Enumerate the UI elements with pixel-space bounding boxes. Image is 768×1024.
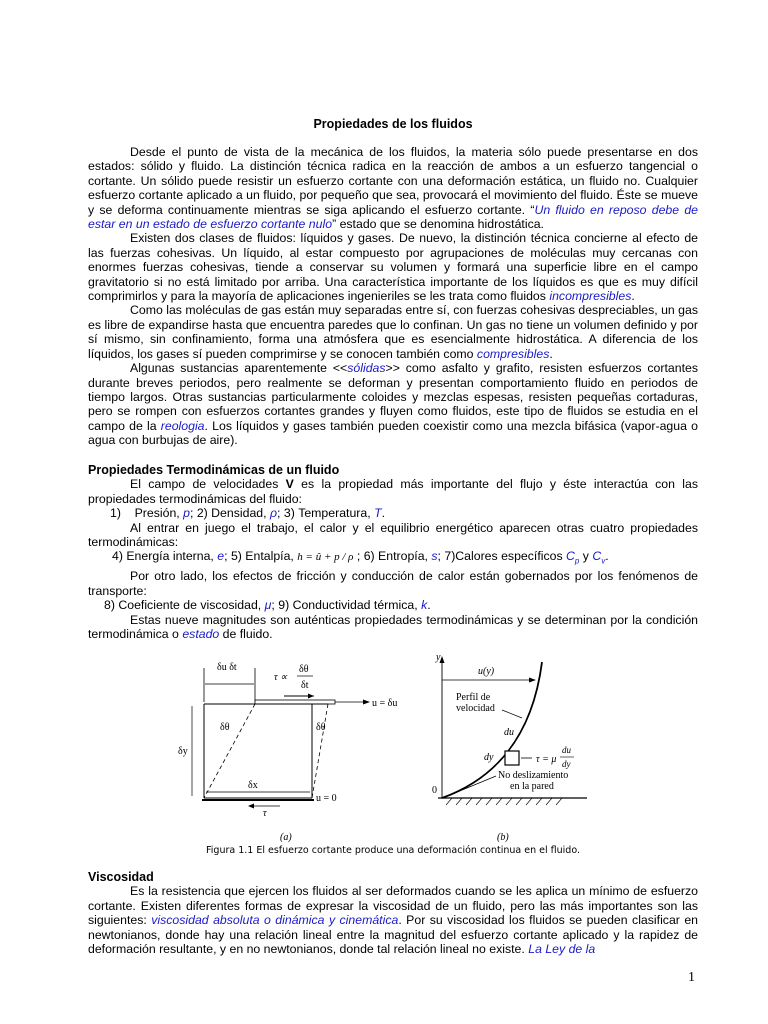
emphasis-link[interactable]: μ [264,598,272,613]
arrow-head [308,694,314,699]
emphasis-link[interactable]: Un fluido en reposo debe de estar en un estado de esfuerzo cortante nulo [88,202,698,232]
subscript: v [601,556,606,566]
label-u-du: u = δu [372,698,398,709]
subscript: p [574,556,580,566]
figure-caption: Figura 1.1 El esfuerzo cortante produce una deformación continua en el fluido. [206,845,580,856]
emphasis-link[interactable]: ρ [269,506,278,521]
label-tau: τ [263,808,267,819]
paragraph-rheology [88,361,698,447]
label-du-frac: du [562,745,571,755]
text: . Por su viscosidad los fluidos se pueden clasificar en newtonianos, donde hay una relación lineal entre la magnitud del esfuerzo cortante aplicado y la rapidez de deformación resultante, y en no newtonianos, donde tal relación lineal no existe. [88,913,698,957]
label-tau-eq: τ = μ [536,754,557,765]
text: ; 6) Entropía, [353,549,432,564]
emphasis-link[interactable]: p [183,506,190,521]
text: ; 7)Calores específicos [437,549,567,564]
label-du: du [504,727,514,738]
emphasis-link[interactable]: sólidas [347,361,386,376]
label-dtheta-left: δθ [220,722,230,733]
shear-figure [112,650,607,846]
text: Estas nueve magnitudes son auténticas propiedades termodinámicas y se determinan por la condición termodinámica o [88,612,698,641]
label-dtheta: δθ [299,664,309,675]
emphasis-link[interactable]: estado [182,626,220,641]
emphasis-link[interactable]: incompresibles [549,289,632,304]
list-number: 1) [110,506,121,521]
label-b: (b) [497,832,509,843]
label-u0: u = 0 [316,793,337,804]
enthalpy-formula: h = û + p / ρ [297,551,354,564]
arrow-head [248,804,254,809]
emphasis-link[interactable] [592,549,606,566]
section-thermo [88,463,698,641]
text: . [427,598,431,613]
label-no-deslizamiento: No deslizamiento [498,770,569,781]
text: C [592,549,602,564]
section-viscosity [88,870,698,956]
text: y [579,549,593,564]
text: ; 9) Conductividad térmica, [271,598,422,613]
text: Desde el punto de vista de la mecánica de los fluidos, la materia sólo puede presentarse en dos estados: sólido y fluido. La distinción técnica radica en la reacción de ambos a un esfuerzo tangencial o cortante. Un sólido puede resistir un esfuerzo cortante con una deformación estática, un fluido no. Cualquier esfuerzo cortante aplicado a un fluido, por pequeño que sea, provocará el movimiento del fluido. Éste se mueve y se deforma continuamente mientras se siga aplicando el esfuerzo cortante. “ [88,145,698,217]
label-du-dt: δu δt [217,662,237,673]
label-dy-b: dy [484,752,494,763]
paragraph-state [88,613,698,642]
list-item [88,598,698,612]
label-dtheta-right: δθ [316,722,326,733]
paragraph-intro [88,145,698,231]
moving-plate [255,700,335,704]
emphasis-link[interactable]: k [421,598,428,613]
arrow-head [363,700,370,705]
emphasis-link[interactable]: La Ley de la [528,942,596,957]
paragraph-velocity [88,477,698,506]
paragraph-viscosity [88,884,698,956]
text: Presión, [134,506,184,521]
label-dx: δx [248,780,258,791]
emphasis-link[interactable]: viscosidad absoluta o dinámica y cinemática [151,913,399,928]
text: 8) Coeficiente de viscosidad, [104,598,265,613]
text: Es la resistencia que ejercen los fluidos al ser deformados cuando se les aplica un mínimo de esfuerzo cortante. Existen diferentes formas de expresar la viscosidad de un fluido, pero las más importantes son las siguientes: [88,884,698,928]
fluid-element [505,751,519,765]
emphasis-link[interactable]: T [374,506,382,521]
text: >> como asfalto y grafito, resisten esfuerzos cortantes durante breves periodos, pero realmente se deforman y presentan comportamiento fluido en periodos de tiempo largos. Otras sustancias particularmente coloides y mezclas espesas, resisten pequeñas cortaduras, pero se rompen con esfuerzos cortantes grandes y fluyen como fluidos, este tipo de fluidos se estudia en el campo de la [88,361,698,433]
label-tau-prop: τ ∝ [274,672,288,683]
section-heading: Viscosidad [88,870,154,884]
wall-hatch [446,798,562,805]
bold-symbol: V [285,477,294,492]
label-dy-frac: dy [562,759,571,769]
label-uy: u(y) [478,666,495,677]
text: . [605,549,609,564]
page-number: 1 [688,970,695,985]
leader [502,710,522,718]
paragraph-liquids [88,231,698,303]
label-origin: 0 [432,785,437,796]
text: ; 2) Densidad, [189,506,270,521]
paragraph-gases [88,303,698,361]
emphasis-link[interactable] [566,549,580,566]
leader [450,776,496,795]
text: es la propiedad más importante del flujo y éste interactúa con las propiedades termodinámicas del fluido: [88,477,698,506]
emphasis-link[interactable]: reologia [160,418,205,433]
label-a: (a) [280,832,292,843]
text: ; 3) Temperatura, [277,506,375,521]
label-y: y [436,652,441,663]
label-perfil: Perfil de [456,692,491,703]
label-dt: δt [301,680,309,691]
text: ; 5) Entalpía, [224,549,298,564]
text: Existen dos clases de fluidos: líquidos y gases. De nuevo, la distinción técnica concierne al efecto de las fuerzas cohesivas. Un líquido, al estar compuesto por agrupaciones de moléculas muy cercanas con enormes fuerzas cohesivas, tiende a conservar su volumen y formará una superficie libre en el campo gravitatorio si no está limitado por arriba. Una característica importante de los líquidos es que es muy difícil comprimirlos y para la mayoría de aplicaciones ingenieriles se les trata como fluidos [88,231,698,304]
emphasis-link[interactable]: e [217,549,225,564]
deformed-right [312,704,328,798]
list-item [88,506,698,520]
text: El campo de velocidades [130,477,286,492]
text: . [549,346,553,361]
text: ” estado que se denomina hidrostática. [332,217,544,232]
section-heading: Propiedades Termodinámicas de un fluido [88,463,340,477]
text: 4) Energía interna, [112,549,218,564]
text: de fluido. [219,626,273,641]
text: Como las moléculas de gas están muy separadas entre sí, con fuerzas cohesivas despreciables, un gas es libre de expandirse hasta que encuentra paredes que lo confinan. Un gas no tiene un volumen definido y por sí mismo, sin confinamiento, forma una atmósfera que es esencialmente hidrostática. A diferencia de los líquidos, los gases sí pueden comprimirse y se conocen también como [88,303,699,361]
page-title: Propiedades de los fluidos [313,117,473,131]
label-velocidad: velocidad [456,703,495,714]
emphasis-link[interactable]: compresibles [476,346,550,361]
text: . Los líquidos y gases también pueden coexistir como una mezcla bifásica (vapor-agua o agua con burbujas de aire). [88,418,698,448]
arrow-head [529,678,536,683]
text: . [381,506,386,521]
label-en-pared: en la pared [510,781,554,792]
body-top [88,145,698,448]
text: Algunas sustancias aparentemente << [130,361,348,376]
text: . [631,289,635,304]
text: C [566,549,575,564]
paragraph-work: Al entrar en juego el trabajo, el calor y el equilibrio energético aparecen otras cuatro propiedades termodinámicas: [88,520,698,550]
emphasis-link[interactable]: s [431,549,438,564]
list-item [88,549,698,569]
paragraph-transport: Por otro lado, los efectos de fricción y conducción de calor están gobernados por los fenómenos de transporte: [88,569,698,598]
label-dy: δy [178,746,188,757]
